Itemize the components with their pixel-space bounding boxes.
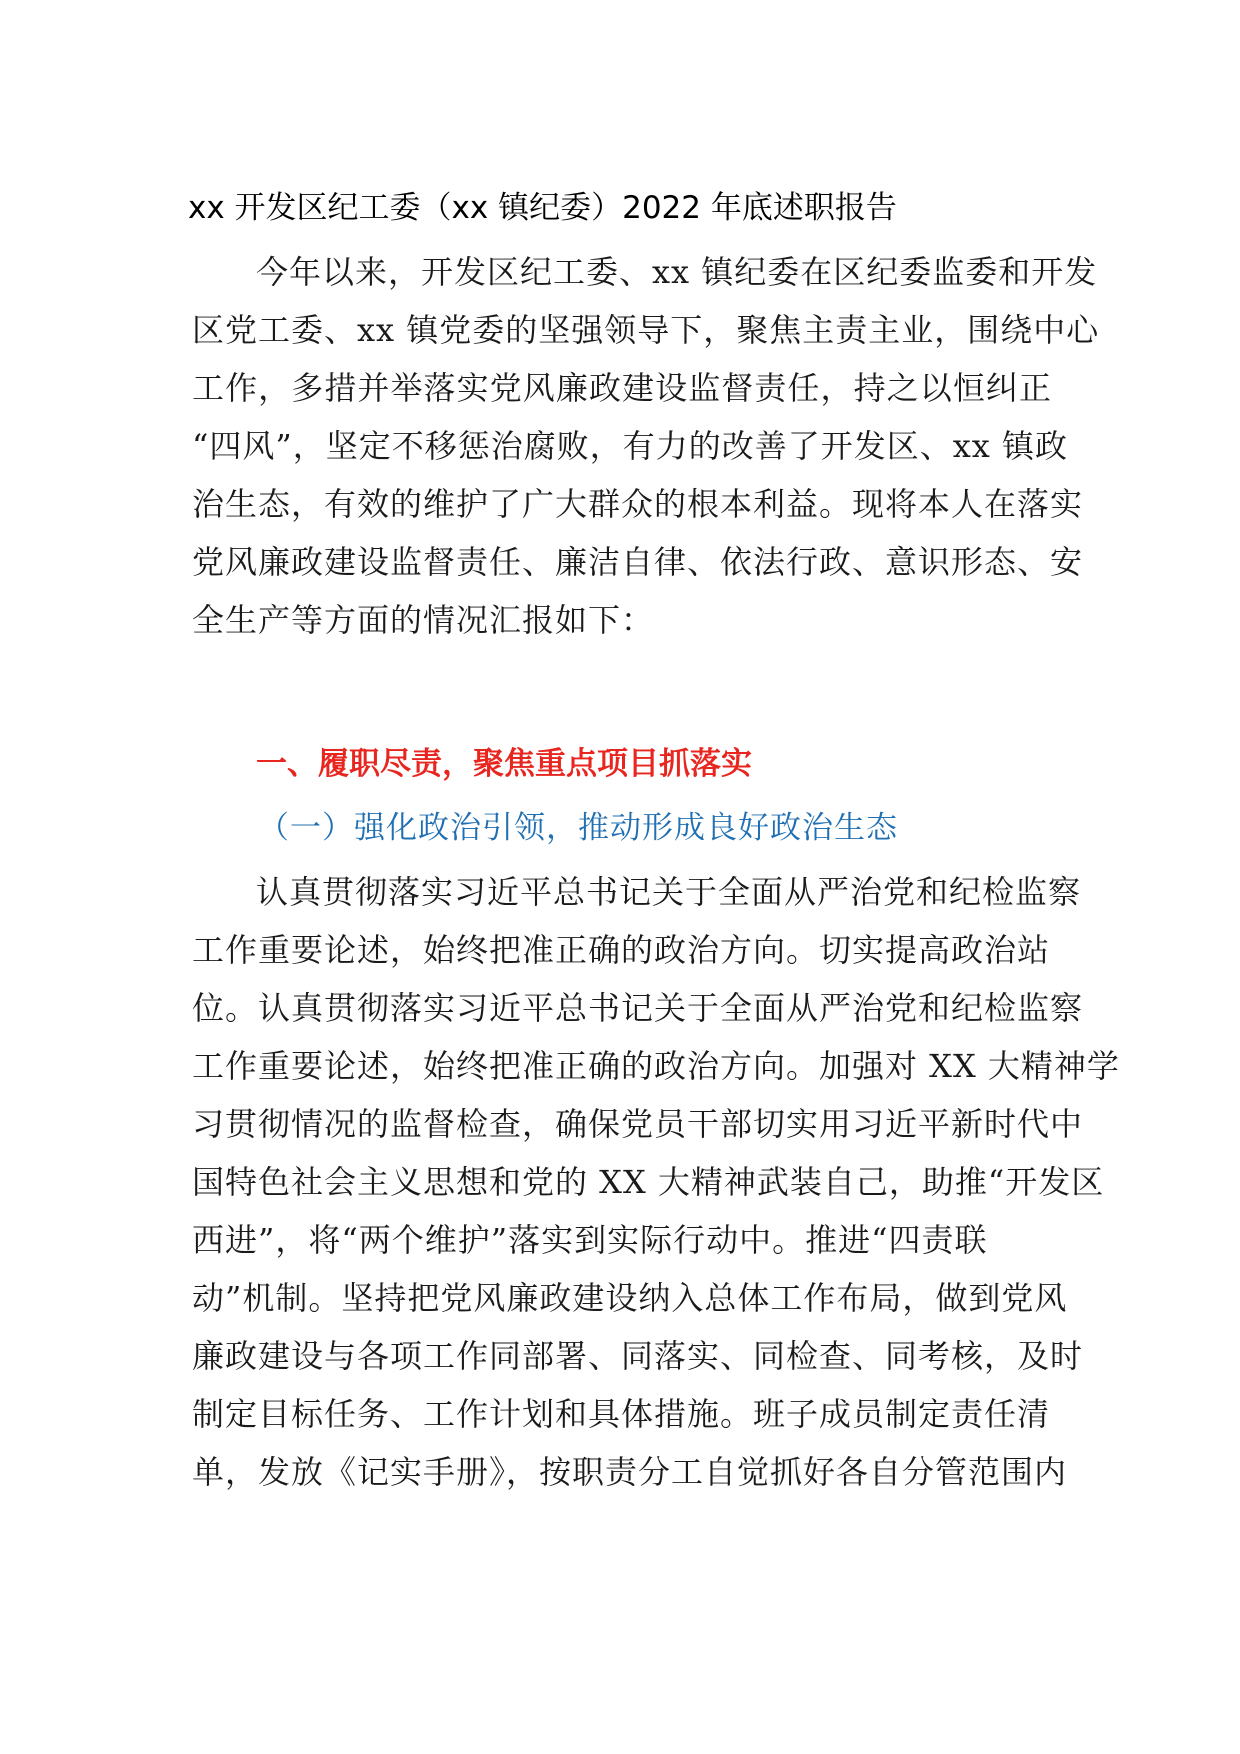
paragraph-line: 治生态，有效的维护了广大群众的根本利益。现将本人在落实: [192, 485, 1084, 523]
section-heading: 一、履职尽责，聚焦重点项目抓落实: [256, 746, 752, 782]
document-title: xx 开发区纪工委（xx 镇纪委）2022 年底述职报告: [188, 190, 897, 226]
paragraph-line: 工作重要论述，始终把准正确的政治方向。加强对 XX 大精神学: [192, 1047, 1120, 1085]
paragraph-line: 制定目标任务、工作计划和具体措施。班子成员制定责任清: [192, 1395, 1051, 1433]
paragraph-line: 认真贯彻落实习近平总书记关于全面从严治党和纪检监察: [256, 873, 1082, 911]
paragraph-line: 党风廉政建设监督责任、廉洁自律、依法行政、意识形态、安: [192, 543, 1084, 581]
paragraph-line: 国特色社会主义思想和党的 XX 大精神武装自己，助推“开发区: [192, 1163, 1105, 1201]
paragraph-line: 单，发放《记实手册》，按职责分工自觉抓好各自分管范围内: [192, 1453, 1068, 1491]
paragraph-line: 西进”，将“两个维护”落实到实际行动中。推进“四责联: [192, 1221, 988, 1259]
paragraph-line: 廉政建设与各项工作同部署、同落实、同检查、同考核，及时: [192, 1337, 1084, 1375]
paragraph-line: 习贯彻情况的监督检查，确保党员干部切实用习近平新时代中: [192, 1105, 1084, 1143]
paragraph-line: 区党工委、xx 镇党委的坚强领导下，聚焦主责主业，围绕中心: [192, 311, 1100, 349]
subsection-heading: （一）强化政治引领，推动形成良好政治生态: [258, 810, 898, 846]
paragraph-line: 工作重要论述，始终把准正确的政治方向。切实提高政治站: [192, 931, 1051, 969]
paragraph-line: 动”机制。坚持把党风廉政建设纳入总体工作布局，做到党风: [192, 1279, 1068, 1317]
paragraph-line: 全生产等方面的情况汇报如下：: [192, 601, 655, 639]
paragraph-line: 位。认真贯彻落实习近平总书记关于全面从严治党和纪检监察: [192, 989, 1084, 1027]
paragraph-line: 工作，多措并举落实党风廉政建设监督责任，持之以恒纠正: [192, 369, 1052, 407]
paragraph-line: “四风”，坚定不移惩治腐败，有力的改善了开发区、xx 镇政: [192, 427, 1068, 465]
paragraph-line: 今年以来，开发区纪工委、xx 镇纪委在区纪委监委和开发: [256, 253, 1098, 291]
